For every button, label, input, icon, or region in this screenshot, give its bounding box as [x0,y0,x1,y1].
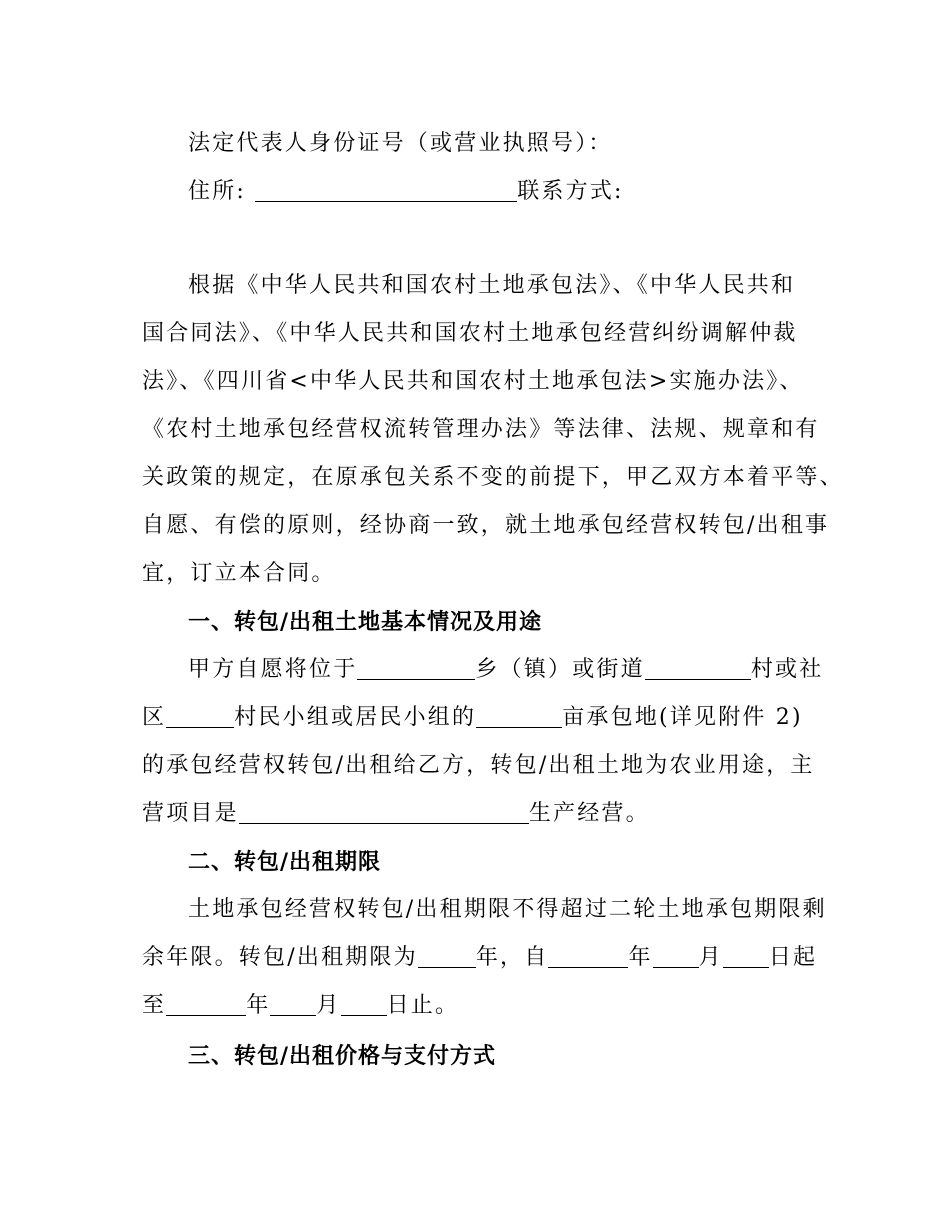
start-day-blank[interactable] [723,943,769,968]
address-blank[interactable] [255,177,517,202]
address-label: 住所: [188,179,247,204]
preamble-line-5: 关政策的规定，在原承包关系不变的前提下，甲乙双方本着平等、 [142,465,844,490]
text-end-year: 年 [246,993,271,1018]
end-year-blank[interactable] [166,991,246,1016]
preamble-line-3: 法》、《四川省<中华人民共和国农村土地承包法>实施办法》、 [142,369,804,394]
section-2-heading: 二、转包/出租期限 [188,849,382,875]
text-located-at: 甲方自愿将位于 [188,657,358,682]
section-1-line-4 [142,798,650,830]
section-3-heading: 三、转包/出租价格与支付方式 [188,1043,497,1069]
text-district: 区 [142,705,167,730]
section-1-heading: 一、转包/出租土地基本情况及用途 [188,609,543,635]
contact-label: 联系方式: [517,179,624,204]
street-blank[interactable] [645,655,751,680]
preamble-line-4: 《农村土地承包经营权流转管理办法》等法律、法规、规章和有 [142,417,820,442]
end-month-blank[interactable] [270,991,316,1016]
section-2-line-2 [142,942,817,974]
text-to: 至 [142,993,167,1018]
section-1-line-2 [142,702,803,734]
end-day-blank[interactable] [341,991,387,1016]
section-2-line-1: 土地承包经营权转包/出租期限不得超过二轮土地承包期限剩 [188,897,827,922]
section-1-line-1 [188,654,823,686]
section-1-line-3: 的承包经营权转包/出租给乙方，转包/出租土地为农业用途，主 [142,753,815,778]
text-day-end: 日止。 [386,993,460,1018]
id-number-line [188,128,613,160]
text-project: 营项目是 [142,801,239,826]
text-village: 村或社 [750,657,824,682]
text-day-start: 日起 [768,945,818,970]
text-end-month: 月 [316,993,341,1018]
id-number-label: 法定代表人身份证号（或营业执照号）： [188,131,613,156]
text-year: 年 [628,945,653,970]
text-mu-land: 亩承包地(详见附件 2) [562,705,803,730]
project-blank[interactable] [239,799,529,824]
community-blank[interactable] [166,703,234,728]
area-blank[interactable] [476,703,562,728]
address-line [188,176,624,208]
preamble-line-2: 国合同法》、《中华人民共和国农村土地承包经营纠纷调解仲裁 [142,321,798,346]
text-production: 生产经营。 [528,801,650,826]
text-month: 月 [698,945,723,970]
section-2-line-3 [142,990,459,1022]
text-villager-group: 村民小组或居民小组的 [234,705,477,730]
start-month-blank[interactable] [653,943,699,968]
text-term: 余年限。转包/出租期限为 [142,945,418,970]
preamble-line-6: 自愿、有偿的原则，经协商一致，就土地承包经营权转包/出租事 [142,513,830,538]
years-blank[interactable] [418,943,476,968]
preamble-line-1: 根据《中华人民共和国农村土地承包法》、《中华人民共和 [188,273,796,298]
text-township: 乡（镇）或街道 [475,657,645,682]
township-blank[interactable] [357,655,475,680]
text-year-from: 年，自 [475,945,549,970]
start-year-blank[interactable] [548,943,628,968]
preamble-line-7: 宜，订立本合同。 [142,561,336,586]
